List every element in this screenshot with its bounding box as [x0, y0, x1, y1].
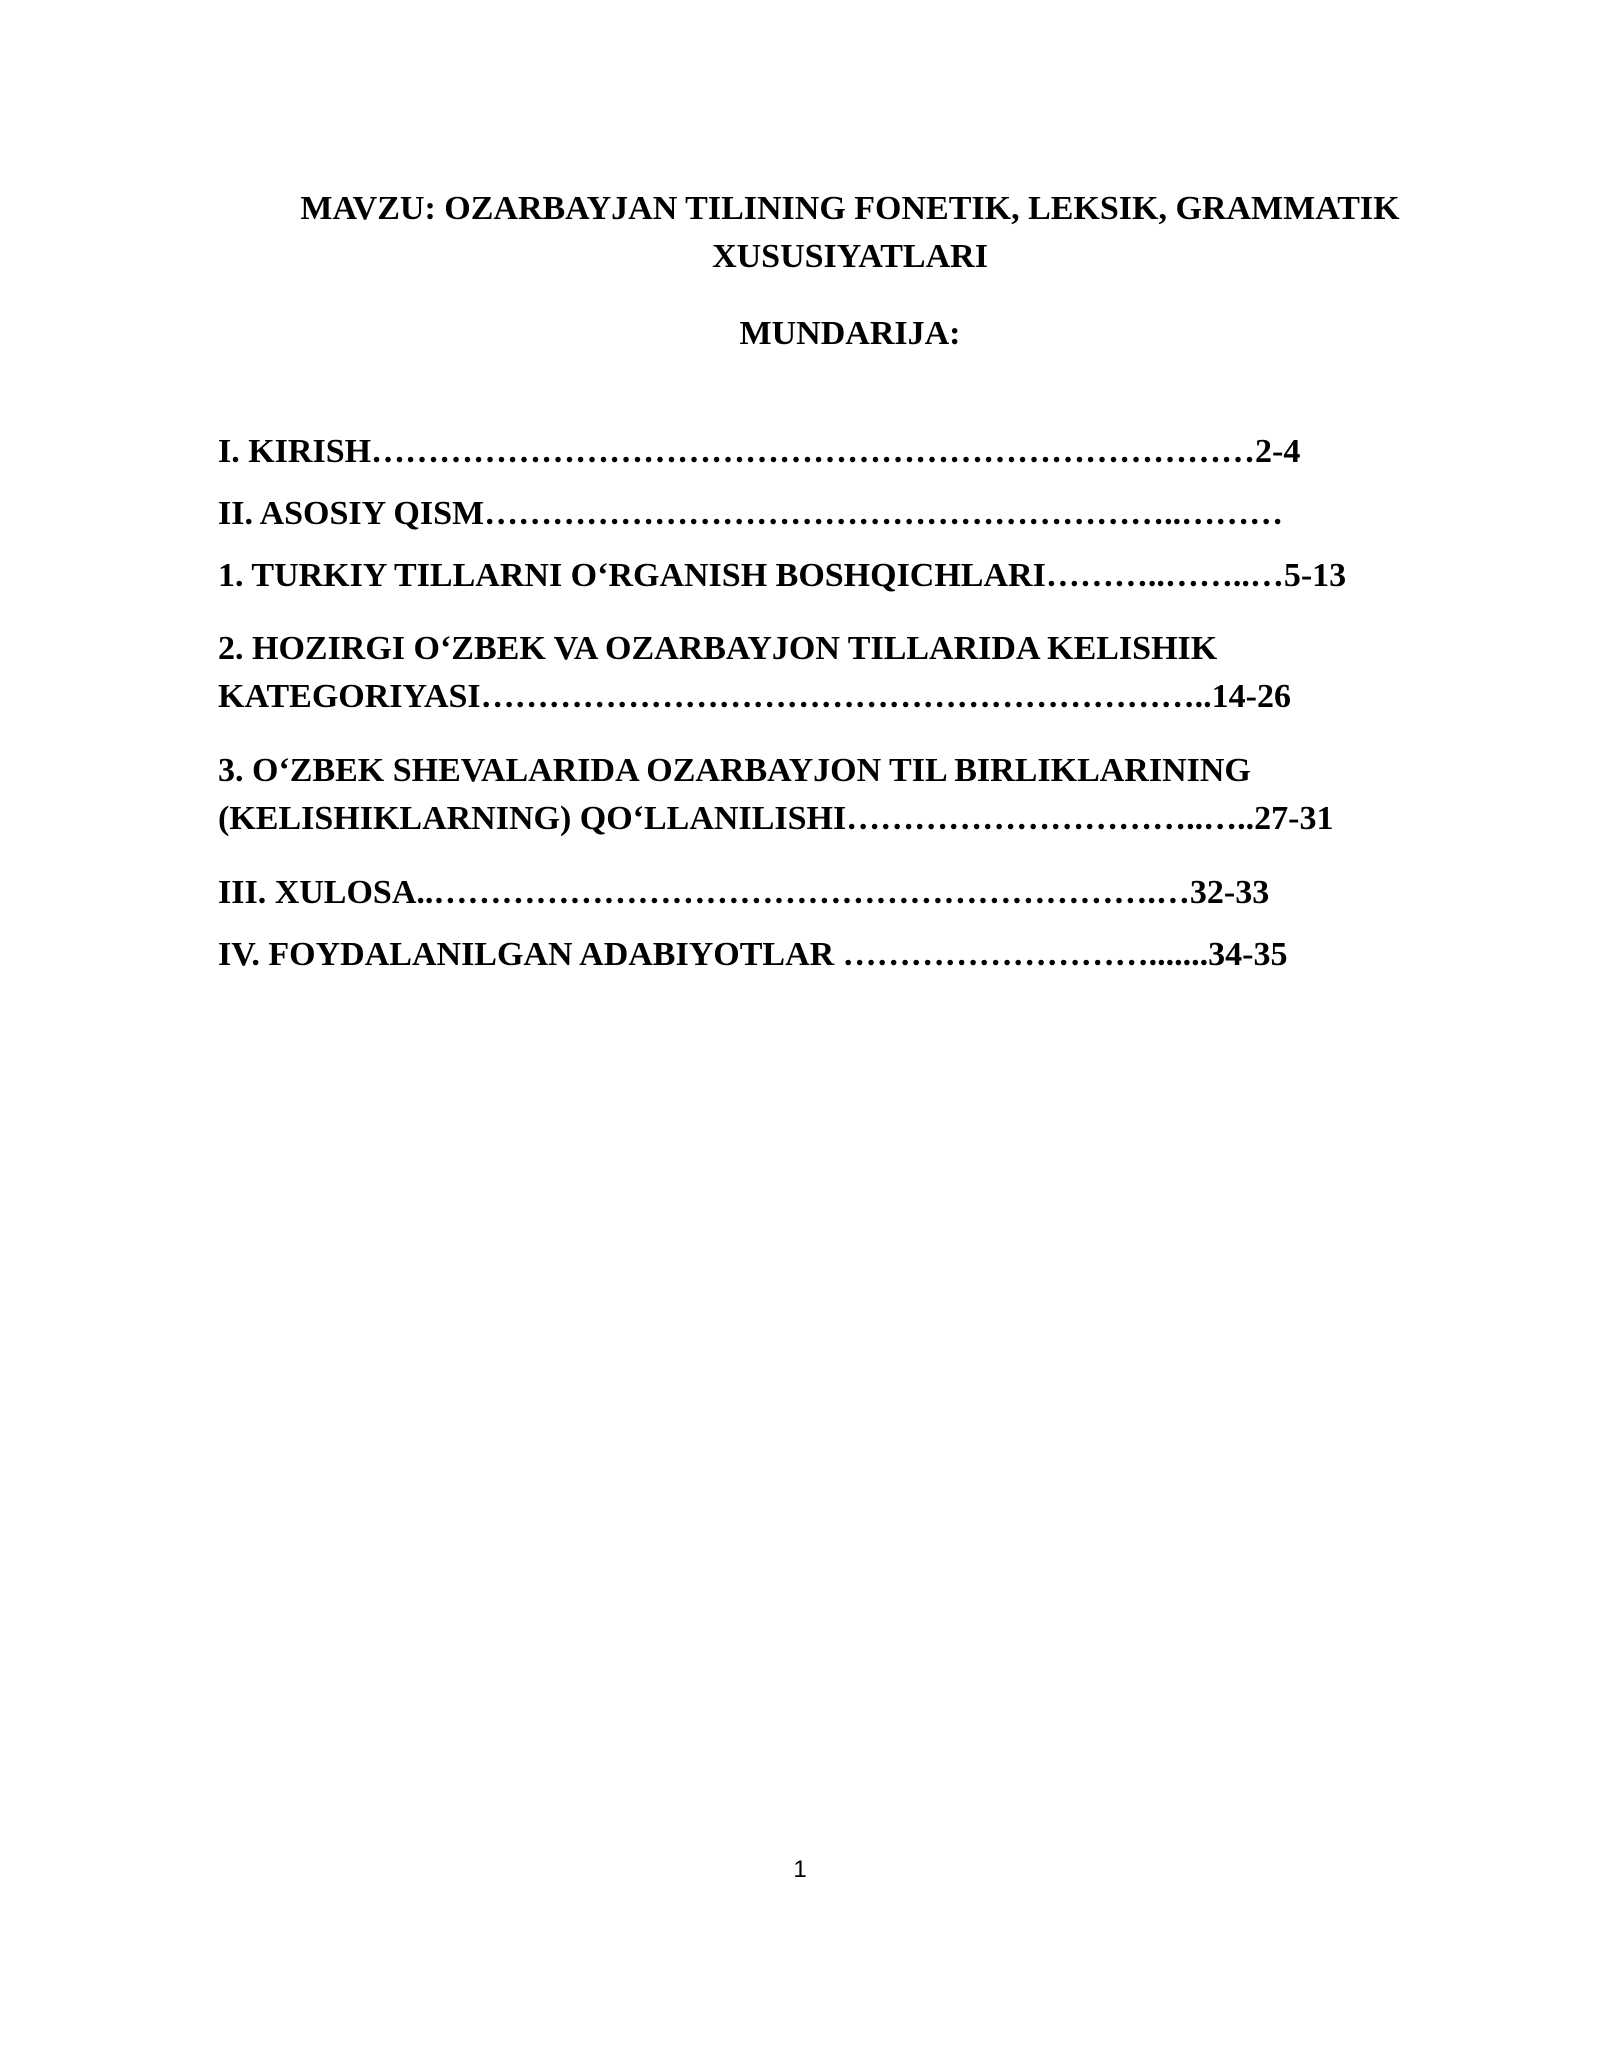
toc-entry-2-line-2: KATEGORIYASI………………………………………………………..14-26	[218, 678, 1291, 715]
toc-entry-2-line-1: 2. HOZIRGI O‘ZBEK VA OZARBAYJON TILLARIDA KELISHIK	[218, 630, 1218, 667]
document-title-line-1: MAVZU: OZARBAYJAN TILINING FONETIK, LEKSIK, GRAMMATIK	[300, 190, 1400, 227]
document-title	[180, 185, 1520, 281]
toc-entry-3-line-2: (KELISHIKLARNING) QO‘LLANILISHI…………………………..…..27-31	[218, 800, 1334, 837]
page-number: 1	[793, 1856, 807, 1883]
toc-heading: MUNDARIJA:	[739, 315, 961, 352]
toc-entry-1: 1. TURKIY TILLARNI O‘RGANISH BOSHQICHLARI………..……..…5-13	[218, 557, 1347, 594]
toc-entry-adabiyotlar: IV. FOYDALANILGAN ADABIYOTLAR ……………………….......34-35	[218, 936, 1288, 973]
document-title-line-2: XUSUSIYATLARI	[712, 238, 988, 275]
toc-entry-xulosa: III. XULOSA..……………………………………………………….…32-33	[218, 874, 1270, 911]
toc-entry-3-line-1: 3. O‘ZBEK SHEVALARIDA OZARBAYJON TIL BIRLIKLARINING	[218, 752, 1251, 789]
toc-entry-asosiy-qism: II. ASOSIY QISM……………………………………………………..………	[218, 495, 1284, 532]
toc-entry-kirish: I. KIRISH……………………………………………………………………2-4	[218, 433, 1301, 470]
